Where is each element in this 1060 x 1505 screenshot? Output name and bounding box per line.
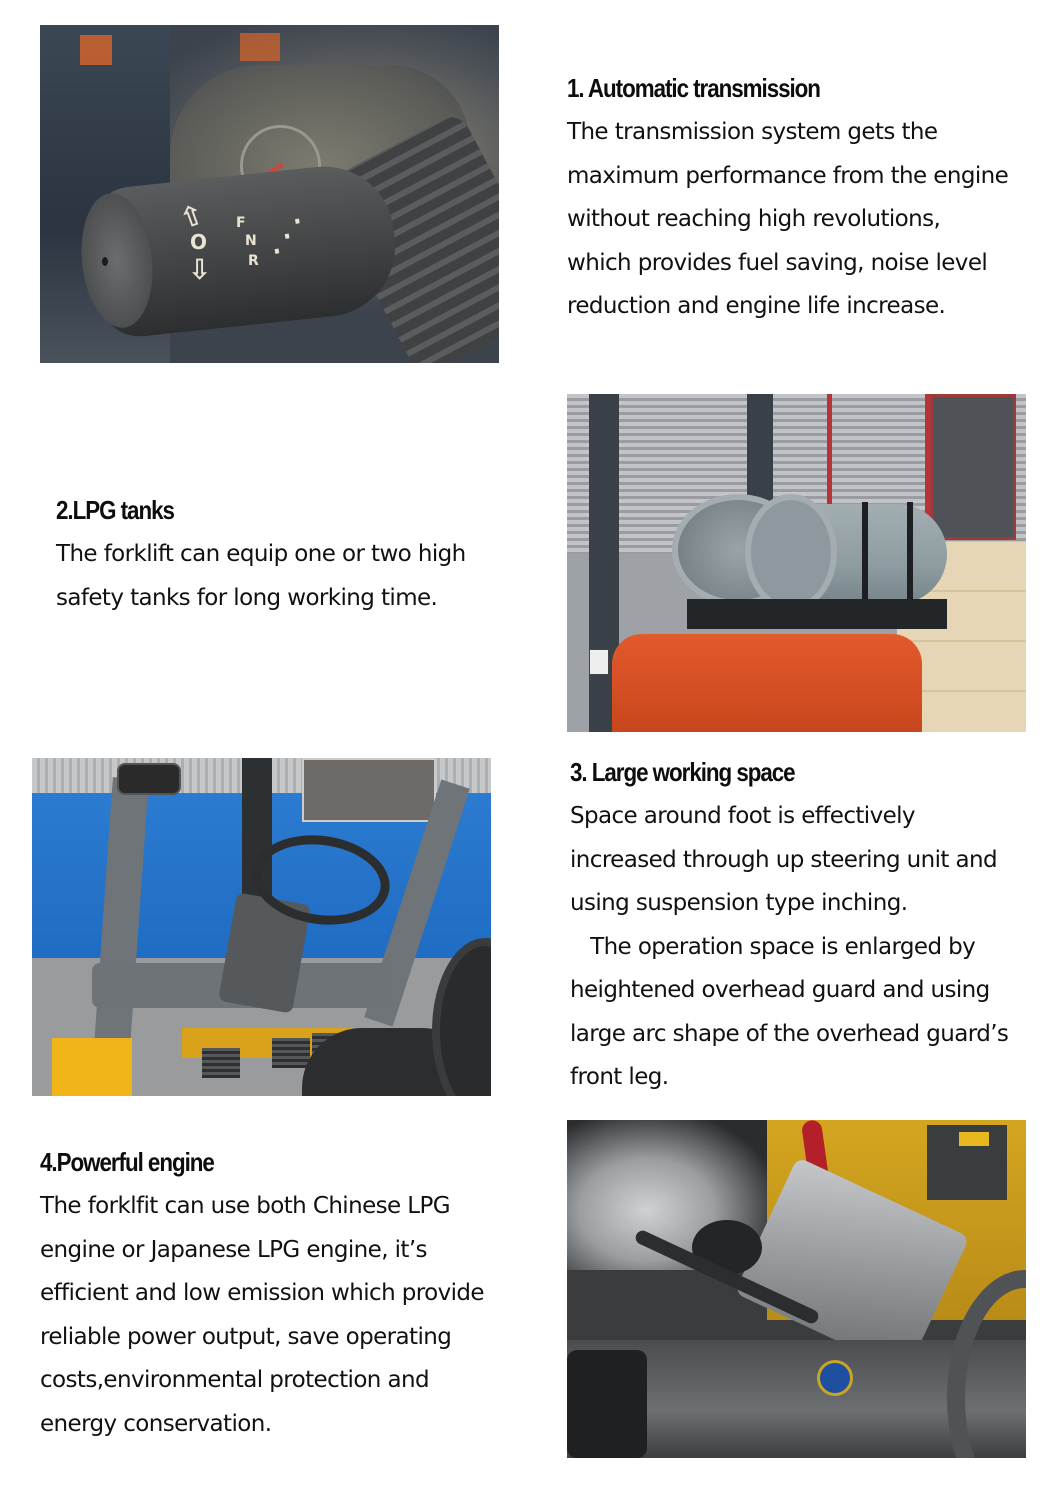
body-line: The operation space is enlarged by [570,933,976,960]
orange-label [80,35,112,65]
section-title-lpg-tanks: 2.LPG tanks [56,495,174,525]
body-line: reduction and engine life increase. [567,293,946,319]
gear-label-neutral: N [245,233,257,249]
body-line: safety tanks for long working time. [56,584,438,611]
tank-strap [907,502,913,606]
warning-label [959,1132,989,1146]
section-body-lpg-tanks [56,533,466,620]
fuel-solenoid [817,1360,853,1396]
section-title-working-space: 3. Large working space [570,757,795,787]
section-body-transmission [567,111,1008,329]
body-line: Space around foot is effectively [570,803,915,829]
body-line: maximum performance from the engine [567,162,1009,189]
body-line: The transmission system gets the [567,119,938,145]
circle-icon: O [190,230,208,254]
coolant-tank [567,1350,647,1458]
counterweight [612,634,922,732]
rear-mirror [117,763,181,795]
section-body-working-space [570,795,1008,1100]
tank-strap [862,502,868,606]
pedal [202,1048,240,1078]
body-line: energy conservation. [40,1410,272,1437]
section-body-engine [40,1185,484,1446]
building-window [930,394,1016,540]
section-title-transmission: 1. Automatic transmission [567,73,820,103]
operator-compartment-photo [32,758,491,1096]
fuel-pump-icon [589,649,609,675]
arrow-up-icon: ⇧ [175,196,209,237]
gear-label-forward: F [236,215,246,231]
body-line: engine or Japanese LPG engine, it’s [40,1236,427,1263]
yellow-body [52,1038,132,1096]
gear-lines-icon: ⋰ [264,210,310,260]
body-line: which provides fuel saving, noise level [567,249,988,276]
body-line: front leg. [570,1064,669,1090]
building-windows [302,758,436,822]
body-line: without reaching high revolutions, [567,206,941,232]
body-line: efficient and low emission which provide [40,1280,484,1306]
body-line: reliable power output, save operating [40,1323,452,1350]
body-line: large arc shape of the overhead guard’s [570,1020,1009,1047]
lever-hole [102,257,108,266]
body-line: costs,environmental protection and [40,1367,429,1393]
pedal [272,1038,310,1068]
section-title-engine: 4.Powerful engine [40,1147,214,1177]
tank-bracket [687,599,947,629]
body-line: heightened overhead guard and using [570,977,990,1003]
engine-bay-photo [567,1120,1026,1458]
body-line: The forklift can equip one or two high [56,541,466,567]
orange-label [240,33,280,61]
shift-lever-photo [40,25,499,363]
gear-label-reverse: R [248,253,259,269]
body-line: The forklfit can use both Chinese LPG [40,1193,450,1219]
lpg-tanks-photo [567,394,1026,732]
body-line: using suspension type inching. [570,890,908,916]
arrow-down-icon: ⇩ [188,253,212,286]
lpg-tank-front [745,494,837,611]
body-line: increased through up steering unit and [570,846,998,873]
